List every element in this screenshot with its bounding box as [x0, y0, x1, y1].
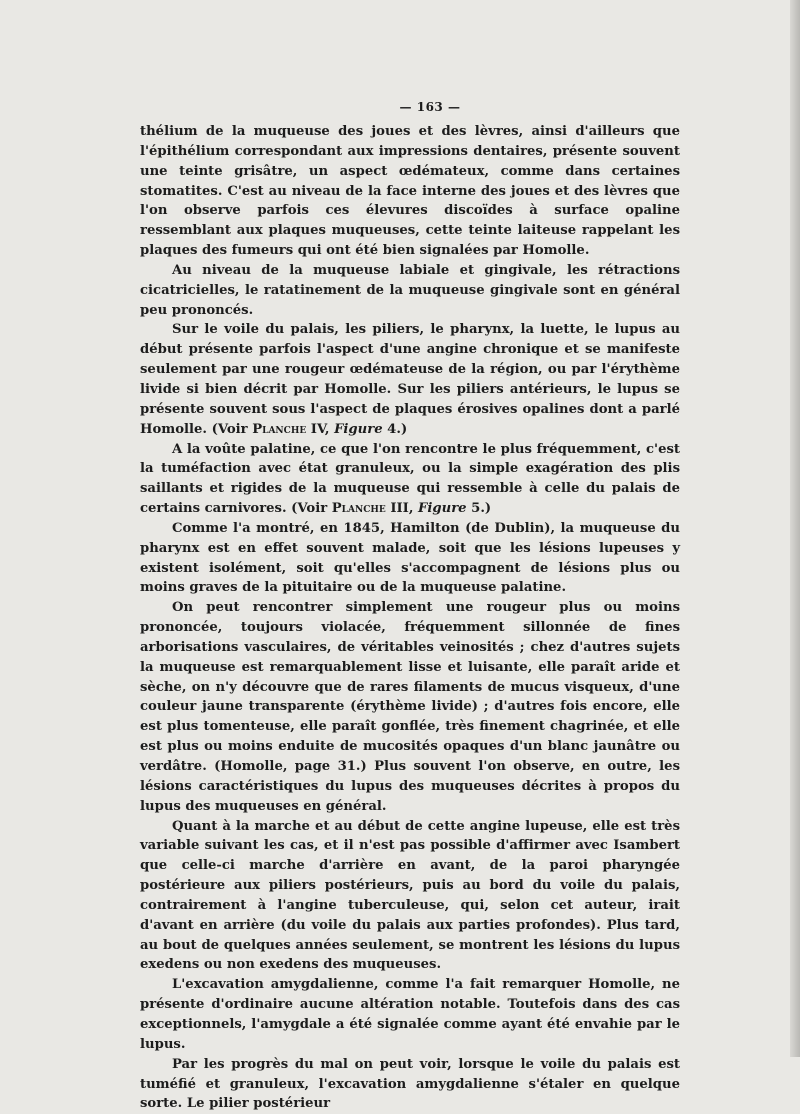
plate-reference: Planche [252, 421, 307, 437]
scan-edge-shadow [790, 0, 800, 1057]
paragraph-2: Au niveau de la muqueuse labiale et gingivale, les rétractions cicatricielles, le ratatinement de la muqueuse gingivale sont en général peu prononcés. [140, 262, 680, 318]
plate-reference: Planche [331, 501, 386, 517]
figure-number: 5.) [466, 501, 492, 517]
paragraph-3 [140, 320, 680, 439]
page-number: — 163 — [399, 100, 461, 114]
figure-reference: Figure [418, 501, 467, 517]
paragraph-9: Par les progrès du mal on peut voir, lorsque le voile du palais est tuméfié et granuleux, l'excavation amygdalienne s'étaler en quelque sorte. Le pilier postérieur [140, 1056, 680, 1112]
paragraph-3-text: Sur le voile du palais, les piliers, le pharynx, la luette, le lupus au début présente parfois l'aspect d'une angine chronique et se manifeste seulement par une rougeur œdémateuse de la région, ou par l'érythème livide si bien décrit par Homolle. Sur les piliers antérieurs, le lupus se présente souvent sous l'aspect de plaques érosives opalines dont a parlé Homolle. (Voir [140, 322, 680, 437]
paragraph-8: L'excavation amygdalienne, comme l'a fait remarquer Homolle, ne présente d'ordinaire aucune altération notable. Toutefois dans des cas exceptionnels, l'amygdale a été signalée comme ayant été envahie par le lupus. [140, 977, 680, 1052]
paragraph-4-text: A la voûte palatine, ce que l'on rencontre le plus fréquemment, c'est la tuméfaction avec état granuleux, ou la simple exagération des plis saillants et rigides de la muqueuse qui ressemble à celle du palais de certains carnivores. (Voir [140, 441, 680, 517]
figure-reference: Figure [334, 421, 383, 437]
paragraph-7: Quant à la marche et au début de cette angine lupeuse, elle est très variable suivant les cas, et il n'est pas possible d'affirmer avec Isambert que celle-ci marche d'arrière en avant, de la paroi pharyngée postérieure aux piliers postérieurs, puis au bord du voile du palais, contrairement à l'angine tuberculeuse, qui, selon cet auteur, irait d'avant en arrière (du voile du palais aux parties profondes). Plus tard, au bout de quelques années seulement, se montrent les lésions du lupus exedens ou non exedens des muqueuses. [140, 818, 680, 973]
paragraph-5: Comme l'a montré, en 1845, Hamilton (de Dublin), la muqueuse du pharynx est en effet souvent malade, soit que les lésions lupeuses y existent isolément, soit qu'elles s'accompagnent de lésions plus ou moins graves de la pituitaire ou de la muqueuse palatine. [140, 520, 680, 596]
book-page [140, 100, 680, 1114]
figure-number: 4.) [382, 421, 408, 437]
paragraph-6: On peut rencontrer simplement une rougeur plus ou moins prononcée, toujours violacée, fréquemment sillonnée de fines arborisations vasculaires, de véritables veinosités ; chez d'autres sujets la muqueuse est remarquablement lisse et luisante, elle paraît aride et sèche, on n'y découvre que de rares filaments de mucus visqueux, d'une couleur jaune transparente (érythème livide) ; d'autres fois encore, elle est plus tomenteuse, elle paraît gonflée, très finement chagrinée, et elle est plus ou moins enduite de mucosités opaques d'un blanc jaunâtre ou verdâtre. (Homolle, page 31.) Plus souvent l'on observe, en outre, les lésions caractéristiques du lupus des muqueuses décrites à propos du lupus des muqueuses en général. [140, 600, 680, 814]
plate-number: III, [385, 501, 419, 517]
paragraph-4 [140, 440, 680, 519]
paragraph-1: thélium de la muqueuse des joues et des lèvres, ainsi d'ailleurs que l'épithélium correspondant aux impressions dentaires, présente souvent une teinte grisâtre, un aspect œdémateux, comme dans certaines stomatites. C'est au niveau de la face interne des joues et des lèvres que l'on observe parfois ces élevures discoïdes à surface opaline ressemblant aux plaques muqueuses, cette teinte laiteuse rappelant les plaques des fumeurs qui ont été bien signalées par Homolle. [140, 124, 680, 259]
plate-number: IV, [306, 421, 335, 437]
